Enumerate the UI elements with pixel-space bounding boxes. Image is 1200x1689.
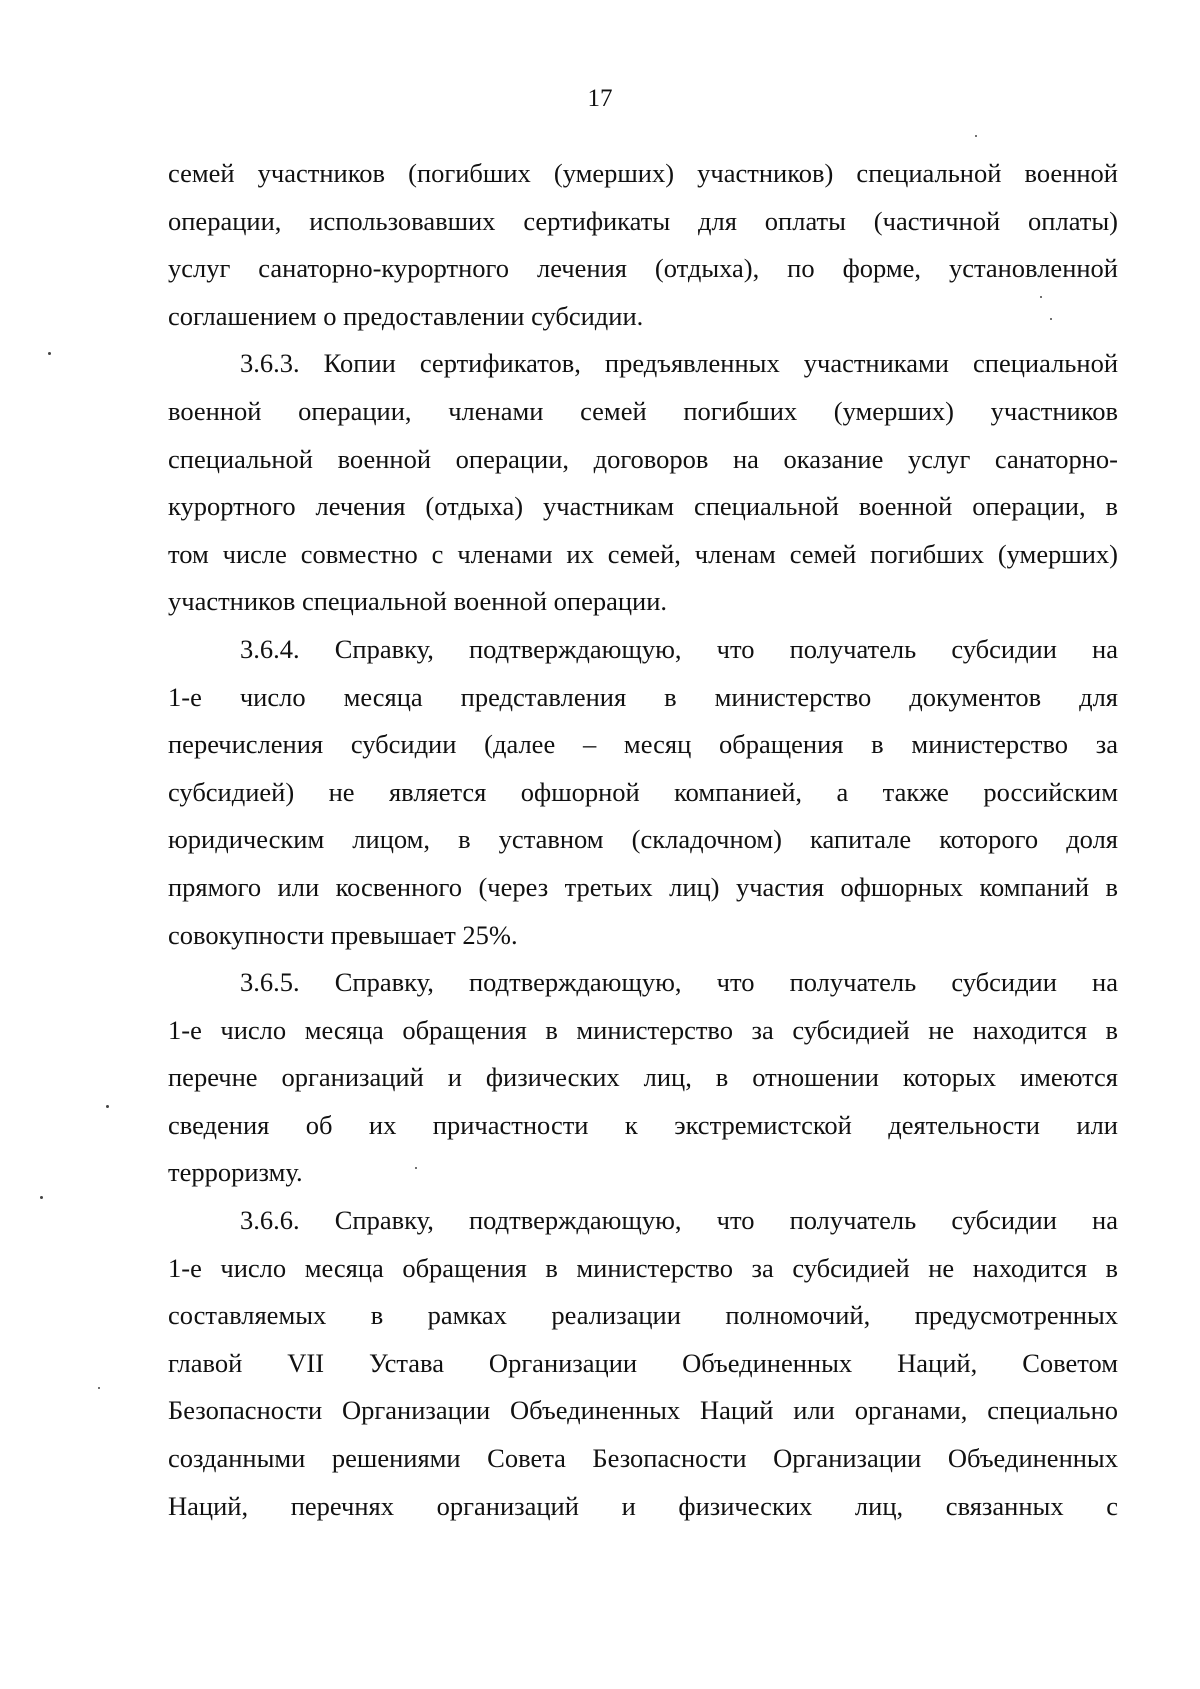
paragraph-3-6-5: [168, 959, 1118, 1197]
text-line: соглашением о предоставлении субсидии.: [168, 300, 644, 331]
scan-speck: [106, 1105, 109, 1108]
page-number: 17: [587, 85, 613, 112]
scan-speck: [975, 135, 977, 137]
text-line: Наций, перечнях организаций и физических лиц, связанных с: [168, 1490, 1118, 1521]
text-line: услуг санаторно-курортного лечения (отдыха), по форме, установленной: [168, 253, 1118, 284]
text-line: Безопасности Организации Объединенных Наций или органами, специально: [168, 1395, 1118, 1426]
document-body: [168, 150, 1118, 1530]
text-line: 1-е число месяца обращения в министерство за субсидией не находится в: [168, 1252, 1118, 1283]
text-line: 3.6.3. Копии сертификатов, предъявленных участниками специальной: [240, 348, 1118, 379]
text-line: 3.6.6. Справку, подтверждающую, что получатель субсидии на: [240, 1205, 1118, 1236]
text-line: совокупности превышает 25%.: [168, 919, 518, 950]
text-line: военной операции, членами семей погибших (умерших) участников: [168, 395, 1118, 426]
paragraph-continuation: [168, 150, 1118, 340]
text-line: 1-е число месяца обращения в министерство за субсидией не находится в: [168, 1014, 1118, 1045]
text-line: семей участников (погибших (умерших) участников) специальной военной: [168, 158, 1118, 188]
text-line: терроризму.: [168, 1157, 303, 1188]
scan-speck: [1040, 296, 1042, 298]
scan-speck: [1050, 318, 1052, 320]
text-line: прямого или косвенного (через третьих лиц) участия офшорных компаний в: [168, 871, 1118, 902]
text-line: созданными решениями Совета Безопасности Организации Объединенных: [168, 1443, 1118, 1474]
text-line: сведения об их причастности к экстремистской деятельности или: [168, 1109, 1118, 1140]
text-line: 3.6.4. Справку, подтверждающую, что получатель субсидии на: [240, 633, 1118, 664]
text-line: участников специальной военной операции.: [168, 586, 668, 617]
text-line: специальной военной операции, договоров на оказание услуг санаторно-: [168, 443, 1118, 474]
text-line: субсидией) не является офшорной компанией, а также российским: [168, 776, 1118, 807]
paragraph-3-6-4: [168, 626, 1118, 959]
text-line: операции, использовавших сертификаты для оплаты (частичной оплаты): [168, 205, 1118, 236]
text-line: 3.6.5. Справку, подтверждающую, что получатель субсидии на: [240, 967, 1118, 998]
text-line: перечисления субсидии (далее – месяц обращения в министерство за: [168, 729, 1118, 760]
paragraph-3-6-6: [168, 1197, 1118, 1530]
text-line: составляемых в рамках реализации полномочий, предусмотренных: [168, 1300, 1118, 1331]
text-line: курортного лечения (отдыха) участникам специальной военной операции, в: [168, 491, 1118, 522]
paragraph-3-6-3: [168, 340, 1118, 626]
text-line: 1-е число месяца представления в министерство документов для: [168, 681, 1118, 712]
scan-speck: [40, 1196, 43, 1199]
scan-speck: [415, 1167, 417, 1169]
text-line: главой VII Устава Организации Объединенных Наций, Советом: [168, 1347, 1118, 1378]
scan-speck: [48, 352, 51, 355]
text-line: юридическим лицом, в уставном (складочном) капитале которого доля: [168, 824, 1118, 855]
text-line: том числе совместно с членами их семей, членам семей погибших (умерших): [168, 538, 1118, 569]
scan-speck: [98, 1387, 100, 1389]
text-line: перечне организаций и физических лиц, в отношении которых имеются: [168, 1062, 1118, 1093]
